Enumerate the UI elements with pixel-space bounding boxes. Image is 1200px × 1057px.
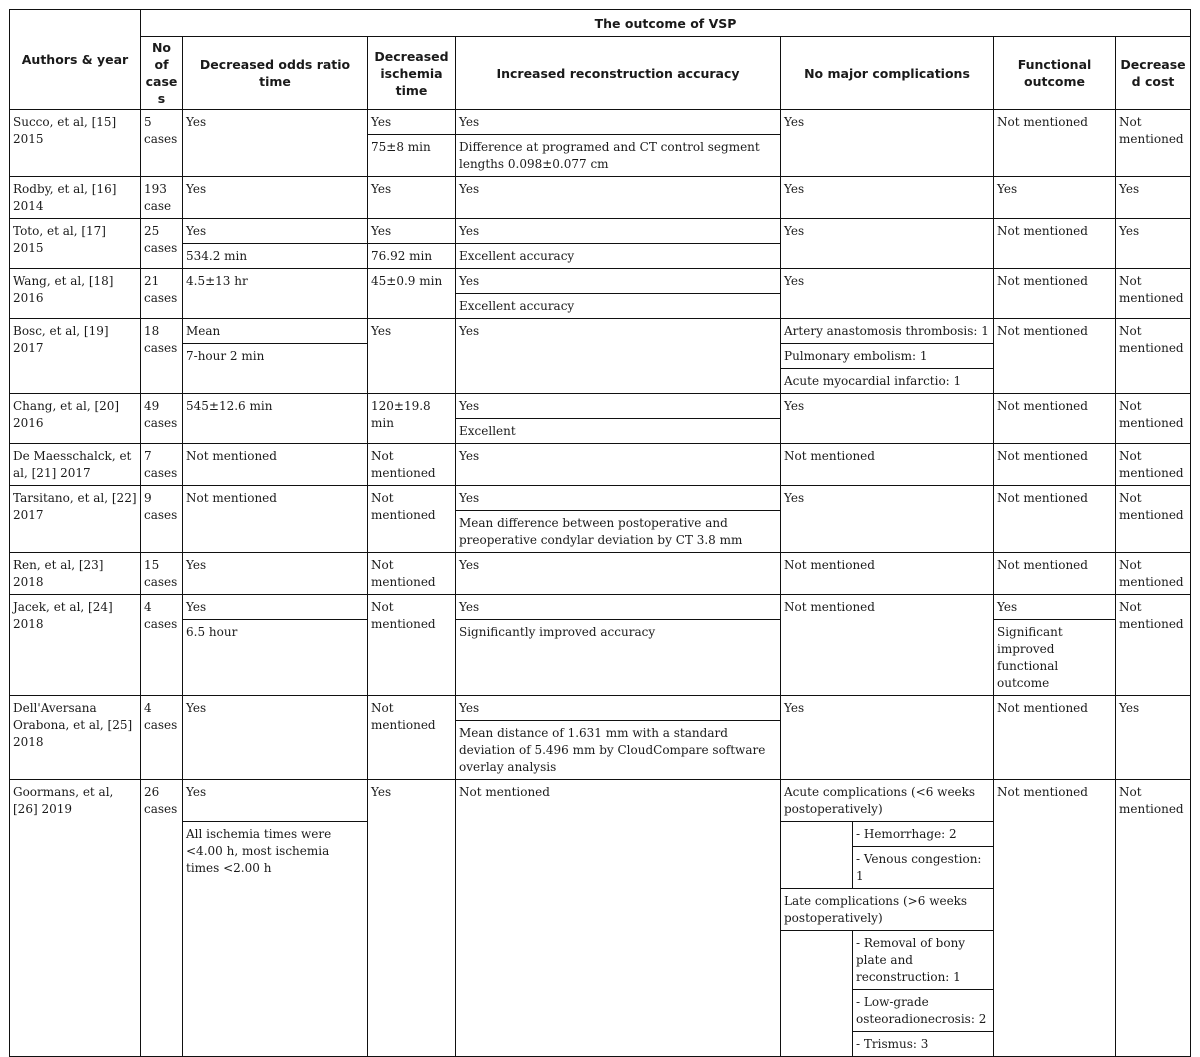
cell-accuracy: Yes [456, 595, 781, 620]
cell-accuracy: Excellent [456, 419, 781, 444]
cell-cases: 4 cases [141, 696, 183, 780]
table-row [10, 319, 1191, 344]
complications-indent [781, 822, 853, 889]
cell-functional: Yes [994, 595, 1116, 620]
cell-author: Tarsitano, et al, [22] 2017 [10, 486, 141, 553]
cell-odds: Not mentioned [183, 444, 368, 486]
cell-functional: Not mentioned [994, 444, 1116, 486]
complications-indent [781, 931, 853, 1057]
cell-accuracy: Mean difference between postoperative and preoperative condylar deviation by CT 3.8 mm [456, 511, 781, 553]
cell-complications: Yes [781, 110, 994, 177]
cell-author: Chang, et al, [20] 2016 [10, 394, 141, 444]
cell-odds: 6.5 hour [183, 620, 368, 696]
cell-accuracy: Difference at programed and CT control segment lengths 0.098±0.077 cm [456, 135, 781, 177]
cell-odds: Yes [183, 780, 368, 822]
cell-ischemia: 120±19.8 min [368, 394, 456, 444]
cell-ischemia: Not mentioned [368, 696, 456, 780]
cell-accuracy: Yes [456, 110, 781, 135]
cell-odds: Yes [183, 595, 368, 620]
cell-ischemia: Yes [368, 219, 456, 244]
cell-accuracy: Yes [456, 444, 781, 486]
cell-functional: Not mentioned [994, 780, 1116, 1057]
cell-accuracy: Yes [456, 553, 781, 595]
cell-complications: Yes [781, 394, 994, 444]
header-authors: Authors & year [10, 10, 141, 110]
cell-complications: Not mentioned [781, 595, 994, 696]
cell-ischemia: Not mentioned [368, 553, 456, 595]
cell-odds: Yes [183, 177, 368, 219]
header-complications: No major complications [781, 37, 994, 110]
cell-ischemia: 75±8 min [368, 135, 456, 177]
cell-accuracy: Yes [456, 269, 781, 294]
cell-odds: Not mentioned [183, 486, 368, 553]
cell-author: Bosc, et al, [19] 2017 [10, 319, 141, 394]
cell-author: Wang, et al, [18] 2016 [10, 269, 141, 319]
header-odds: Decreased odds ratio time [183, 37, 368, 110]
table-row [10, 553, 1191, 595]
complication-item: - Hemorrhage: 2 [853, 822, 994, 847]
cell-ischemia: 76.92 min [368, 244, 456, 269]
cell-author: Rodby, et al, [16] 2014 [10, 177, 141, 219]
header-functional: Functional outcome [994, 37, 1116, 110]
cell-cases: 4 cases [141, 595, 183, 696]
header-outcome-group: The outcome of VSP [141, 10, 1191, 37]
cell-functional: Not mentioned [994, 219, 1116, 269]
cell-cost: Not mentioned [1116, 444, 1191, 486]
cell-ischemia: Not mentioned [368, 595, 456, 696]
cell-cases: 26 cases [141, 780, 183, 1057]
cell-accuracy: Mean distance of 1.631 mm with a standard deviation of 5.496 mm by CloudCompare software overlay analysis [456, 721, 781, 780]
cell-functional: Not mentioned [994, 553, 1116, 595]
acute-complications-heading: Acute complications (<6 weeks postoperatively) [781, 780, 994, 822]
cell-ischemia: Not mentioned [368, 486, 456, 553]
table-row [10, 486, 1191, 511]
cell-functional: Not mentioned [994, 269, 1116, 319]
cell-cost: Not mentioned [1116, 110, 1191, 177]
cell-accuracy: Excellent accuracy [456, 244, 781, 269]
cell-cases: 15 cases [141, 553, 183, 595]
header-cost: Decreased cost [1116, 37, 1191, 110]
cell-cost: Yes [1116, 696, 1191, 780]
cell-cases: 193 case [141, 177, 183, 219]
cell-author: Succo, et al, [15] 2015 [10, 110, 141, 177]
cell-cost: Not mentioned [1116, 269, 1191, 319]
late-complications-heading: Late complications (>6 weeks postoperatively) [781, 889, 994, 931]
cell-odds: 545±12.6 min [183, 394, 368, 444]
cell-odds: Yes [183, 696, 368, 780]
table-row [10, 269, 1191, 294]
cell-author: Dell'Aversana Orabona, et al, [25] 2018 [10, 696, 141, 780]
cell-functional: Not mentioned [994, 696, 1116, 780]
cell-odds: 7-hour 2 min [183, 344, 368, 394]
cell-complications: Acute myocardial infarctio: 1 [781, 369, 994, 394]
cell-odds: All ischemia times were <4.00 h, most ischemia times <2.00 h [183, 822, 368, 1057]
cell-functional: Not mentioned [994, 319, 1116, 394]
cell-cases: 18 cases [141, 319, 183, 394]
table-row [10, 696, 1191, 721]
cell-ischemia: Yes [368, 110, 456, 135]
cell-cost: Not mentioned [1116, 394, 1191, 444]
header-cases: No of cases [141, 37, 183, 110]
table-row [10, 219, 1191, 244]
cell-ischemia: Yes [368, 780, 456, 1057]
cell-odds: Yes [183, 553, 368, 595]
header-accuracy: Increased reconstruction accuracy [456, 37, 781, 110]
cell-complications: Yes [781, 696, 994, 780]
table-row [10, 620, 1191, 696]
table-row [10, 444, 1191, 486]
cell-cost: Not mentioned [1116, 553, 1191, 595]
cell-complications: Yes [781, 269, 994, 319]
cell-functional: Significant improved functional outcome [994, 620, 1116, 696]
table-row [10, 177, 1191, 219]
cell-author: De Maesschalck, et al, [21] 2017 [10, 444, 141, 486]
cell-ischemia: Yes [368, 177, 456, 219]
cell-cases: 9 cases [141, 486, 183, 553]
cell-accuracy: Not mentioned [456, 780, 781, 1057]
cell-accuracy: Yes [456, 486, 781, 511]
cell-complications: Artery anastomosis thrombosis: 1 [781, 319, 994, 344]
complication-item: - Venous congestion: 1 [853, 847, 994, 889]
cell-author: Ren, et al, [23] 2018 [10, 553, 141, 595]
cell-cost: Yes [1116, 177, 1191, 219]
cell-functional: Not mentioned [994, 394, 1116, 444]
header-ischemia: Decreased ischemia time [368, 37, 456, 110]
cell-cost: Not mentioned [1116, 595, 1191, 696]
table-row [10, 595, 1191, 620]
cell-cases: 7 cases [141, 444, 183, 486]
cell-cost: Not mentioned [1116, 780, 1191, 1057]
cell-complications: Yes [781, 177, 994, 219]
cell-cost: Not mentioned [1116, 319, 1191, 394]
cell-accuracy: Excellent accuracy [456, 294, 781, 319]
cell-accuracy: Yes [456, 219, 781, 244]
cell-author: Goormans, et al, [26] 2019 [10, 780, 141, 1057]
cell-complications: Pulmonary embolism: 1 [781, 344, 994, 369]
cell-complications: Not mentioned [781, 444, 994, 486]
cell-cost: Not mentioned [1116, 486, 1191, 553]
complication-item: - Trismus: 3 [853, 1032, 994, 1057]
vsp-outcome-table [9, 9, 1191, 1057]
cell-ischemia: Not mentioned [368, 444, 456, 486]
cell-cases: 49 cases [141, 394, 183, 444]
cell-functional: Yes [994, 177, 1116, 219]
complication-item: - Low-grade osteoradionecrosis: 2 [853, 990, 994, 1032]
table-row [10, 110, 1191, 135]
cell-author: Toto, et al, [17] 2015 [10, 219, 141, 269]
cell-complications: Not mentioned [781, 553, 994, 595]
cell-cost: Yes [1116, 219, 1191, 269]
cell-accuracy: Yes [456, 319, 781, 394]
cell-functional: Not mentioned [994, 486, 1116, 553]
cell-author: Jacek, et al, [24] 2018 [10, 595, 141, 696]
cell-odds: Mean [183, 319, 368, 344]
cell-odds: 534.2 min [183, 244, 368, 269]
cell-cases: 5 cases [141, 110, 183, 177]
cell-accuracy: Yes [456, 696, 781, 721]
table-row [10, 780, 1191, 822]
cell-accuracy: Significantly improved accuracy [456, 620, 781, 696]
cell-odds: 4.5±13 hr [183, 269, 368, 319]
complication-item: - Removal of bony plate and reconstruction: 1 [853, 931, 994, 990]
cell-accuracy: Yes [456, 394, 781, 419]
cell-cases: 21 cases [141, 269, 183, 319]
cell-complications: Yes [781, 219, 994, 269]
cell-odds: Yes [183, 219, 368, 244]
cell-cases: 25 cases [141, 219, 183, 269]
table-row [10, 394, 1191, 419]
cell-ischemia: Yes [368, 319, 456, 394]
cell-ischemia: 45±0.9 min [368, 269, 456, 319]
cell-odds: Yes [183, 110, 368, 177]
cell-functional: Not mentioned [994, 110, 1116, 177]
cell-complications: Yes [781, 486, 994, 553]
cell-accuracy: Yes [456, 177, 781, 219]
